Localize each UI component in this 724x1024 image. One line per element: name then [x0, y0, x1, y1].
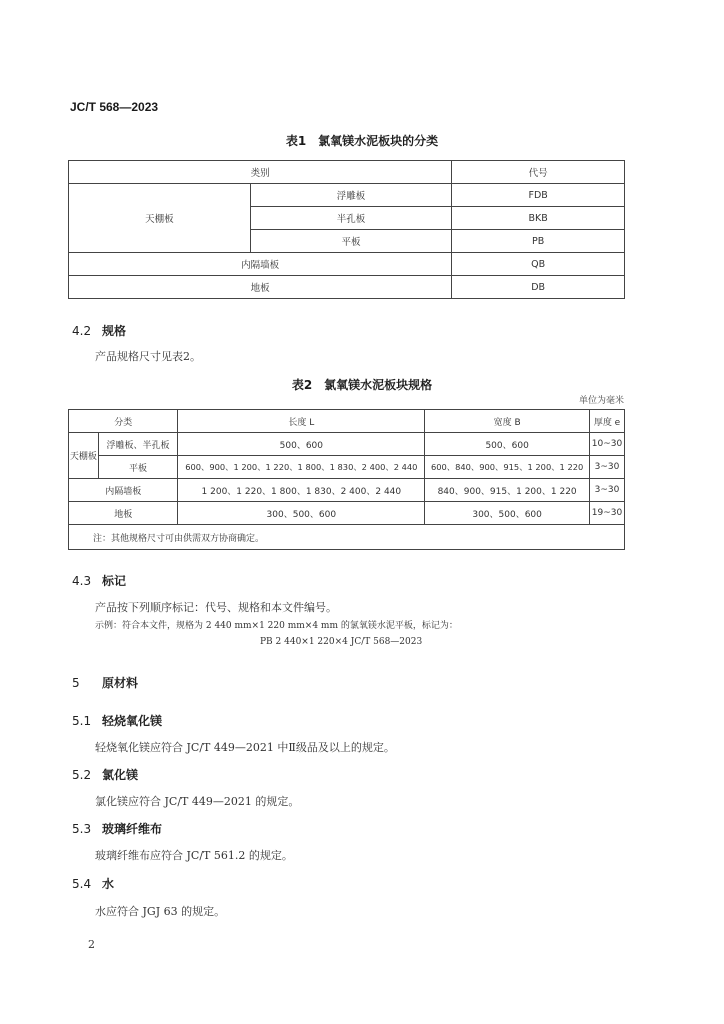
header-width: 宽度 B	[425, 410, 590, 433]
table-row	[69, 253, 625, 276]
type-cell: 平板	[250, 230, 452, 253]
section-5-4-body: 水应符合 JGJ 63 的规定。	[95, 905, 226, 918]
section-5-4-heading	[72, 875, 114, 892]
table1-title: 表1 氯氧镁水泥板块的分类	[285, 134, 439, 148]
table-row	[69, 433, 625, 456]
section-title: 氯化镁	[102, 768, 139, 782]
specification-table	[68, 409, 625, 550]
section-5-3-heading	[72, 820, 162, 837]
code-cell: QB	[452, 253, 625, 276]
length-cell: 300、500、600	[178, 502, 425, 525]
floor-label: 地板	[69, 276, 452, 299]
section-5-2-body: 氯化镁应符合 JC/T 449—2021 的规定。	[95, 795, 300, 808]
thickness-cell: 3~30	[590, 479, 625, 502]
wall-label: 内隔墙板	[69, 253, 452, 276]
table-row	[69, 525, 625, 550]
header-category: 类别	[69, 161, 452, 184]
type-cell: 浮雕板	[250, 184, 452, 207]
code-cell: BKB	[452, 207, 625, 230]
section-5-heading	[72, 674, 138, 691]
section-4-3-body: 产品按下列顺序标记：代号、规格和本文件编号。	[95, 601, 337, 614]
header-length: 长度 L	[178, 410, 425, 433]
thickness-cell: 3~30	[590, 456, 625, 479]
example-text: 示例：符合本文件，规格为 2 440 mm×1 220 mm×4 mm 的氯氧镁水泥平板，标记为：	[95, 621, 458, 631]
table2-title: 表2 氯氧镁水泥板块规格	[291, 378, 433, 392]
thickness-cell: 19~30	[590, 502, 625, 525]
section-5-3-body: 玻璃纤维布应符合 JC/T 561.2 的规定。	[95, 849, 293, 862]
section-5-1-heading	[72, 712, 162, 729]
section-title: 标记	[102, 574, 127, 588]
header-class: 分类	[69, 410, 178, 433]
page-number: 2	[88, 938, 95, 951]
table-row	[69, 502, 625, 525]
section-number: 4.2	[72, 324, 92, 338]
section-number: 5	[72, 676, 80, 690]
classification-table	[68, 160, 625, 299]
header-thickness: 厚度 e	[590, 410, 625, 433]
code-cell: DB	[452, 276, 625, 299]
section-number: 4.3	[72, 574, 92, 588]
width-cell: 500、600	[425, 433, 590, 456]
floor-label: 地板	[69, 502, 178, 525]
wall-label: 内隔墙板	[69, 479, 178, 502]
table-row	[69, 184, 625, 207]
length-cell: 600、900、1 200、1 220、1 800、1 830、2 400、2 440	[178, 456, 425, 479]
length-cell: 1 200、1 220、1 800、1 830、2 400、2 440	[178, 479, 425, 502]
section-4-2-body: 产品规格尺寸见表2。	[95, 350, 201, 363]
table-row	[69, 276, 625, 299]
table-row	[69, 456, 625, 479]
section-4-2-heading	[72, 322, 126, 339]
table-row	[69, 161, 625, 184]
section-title: 轻烧氧化镁	[102, 714, 163, 728]
ceiling-sub-label: 浮雕板、半孔板	[98, 433, 178, 456]
width-cell: 840、900、915、1 200、1 220	[425, 479, 590, 502]
table-row	[69, 410, 625, 433]
section-title: 水	[102, 877, 115, 891]
length-cell: 500、600	[178, 433, 425, 456]
section-number: 5.4	[72, 877, 92, 891]
code-cell: PB	[452, 230, 625, 253]
ceiling-sub-label: 平板	[98, 456, 178, 479]
mark-example: PB 2 440×1 220×4 JC/T 568—2023	[260, 637, 423, 647]
width-cell: 300、500、600	[425, 502, 590, 525]
type-cell: 半孔板	[250, 207, 452, 230]
table-note: 注：其他规格尺寸可由供需双方协商确定。	[69, 525, 625, 550]
section-number: 5.1	[72, 714, 92, 728]
section-5-2-heading	[72, 766, 138, 783]
section-number: 5.3	[72, 822, 92, 836]
section-number: 5.2	[72, 768, 92, 782]
section-4-3-heading	[72, 572, 126, 589]
thickness-cell: 10~30	[590, 433, 625, 456]
table-row	[69, 479, 625, 502]
header-code: 代号	[452, 161, 625, 184]
section-title: 玻璃纤维布	[102, 822, 163, 836]
section-5-1-body: 轻烧氧化镁应符合 JC/T 449—2021 中Ⅱ级品及以上的规定。	[95, 741, 395, 754]
unit-note: 单位为毫米	[578, 396, 624, 406]
ceiling-label: 天棚板	[69, 184, 251, 253]
standard-code: JC/T 568—2023	[70, 100, 159, 114]
code-cell: FDB	[452, 184, 625, 207]
ceiling-label: 天棚板	[69, 433, 99, 479]
section-title: 规格	[102, 324, 127, 338]
width-cell: 600、840、900、915、1 200、1 220	[425, 456, 590, 479]
section-title: 原材料	[102, 676, 139, 690]
